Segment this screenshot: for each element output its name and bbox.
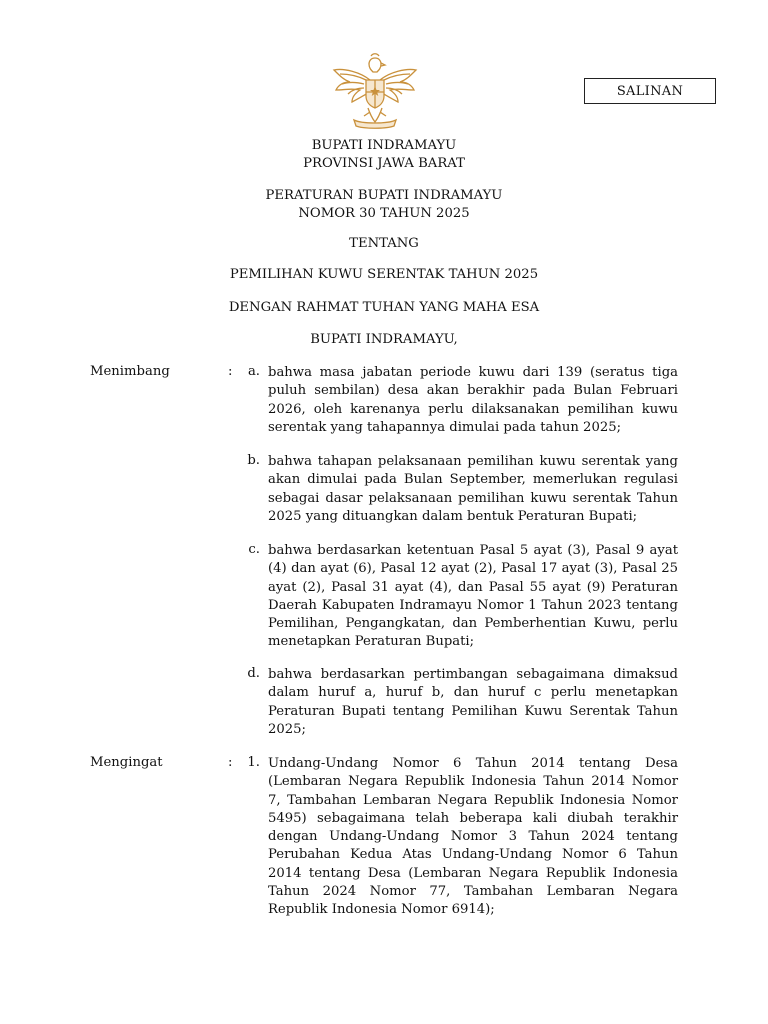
header-issuer: BUPATI INDRAMAYU [311, 138, 457, 153]
menimbang-item-c: bahwa berdasarkan ketentuan Pasal 5 ayat (3), Pasal 9 ayat (4) dan ayat (6), Pasal 12 ayat (2), Pasal 17 ayat (3), Pasal 25 ayat (2), Pasal 31 ayat (4), dan Pasal 55 ayat (9) Peraturan Daerah Kabupaten Indramayu Nomor 1 Tahun 2023 tentang Pemilihan, Pengangkatan, dan Pemberhentian Kuwu, perlu menetapkan Peraturan Bupati; [268, 543, 678, 650]
mengingat-item-1: Undang-Undang Nomor 6 Tahun 2014 tentang Desa (Lembaran Negara Republik Indonesia Tahun 2014 Nomor 7, Tambahan Lembaran Negara Republik Indonesia Nomor 5495) sebagaimana telah beberapa kali diubah terakhir dengan Undang-Undang Nomor 3 Tahun 2024 tentang Perubahan Kedua Atas Undang-Undang Nomor 6 Tahun 2014 tentang Desa (Lembaran Negara Republik Indonesia Tahun 2024 Nomor 77, Tambahan Lembaran Negara Republik Indonesia Nomor 6914); [268, 756, 678, 918]
mengingat-colon: : [228, 755, 233, 770]
menimbang-colon: : [228, 364, 233, 379]
menimbang-label: Menimbang [90, 364, 170, 379]
garuda-emblem-icon [330, 50, 420, 130]
copy-stamp: SALINAN [584, 78, 716, 104]
regulation-number: NOMOR 30 TAHUN 2025 [298, 206, 470, 221]
menimbang-marker-b: b. [247, 453, 260, 468]
menimbang-item-d: bahwa berdasarkan pertimbangan sebagaimana dimaksud dalam huruf a, huruf b, dan huruf c perlu menetapkan Peraturan Bupati tentang Pemilihan Kuwu Serentak Tahun 2025; [268, 667, 678, 737]
header-province: PROVINSI JAWA BARAT [303, 156, 465, 171]
menimbang-marker-a: a. [247, 364, 260, 379]
menimbang-item-b: bahwa tahapan pelaksanaan pemilihan kuwu serentak yang akan dimulai pada Bulan September, memerlukan regulasi sebagai dasar pelaksanaan pemilihan kuwu serentak Tahun 2025 yang dituangkan dalam bentuk Peraturan Bupati; [268, 454, 678, 524]
mengingat-marker-1: 1. [247, 755, 260, 770]
invocation: DENGAN RAHMAT TUHAN YANG MAHA ESA [228, 300, 540, 315]
menimbang-marker-c: c. [248, 542, 260, 557]
about-label: TENTANG [349, 236, 419, 251]
menimbang-item-a: bahwa masa jabatan periode kuwu dari 139 (seratus tiga puluh sembilan) desa akan berakhir pada Bulan Februari 2026, oleh karenanya perlu dilaksanakan pemilihan kuwu serentak yang tahapannya dimulai pada tahun 2025; [268, 365, 678, 435]
mengingat-label: Mengingat [90, 755, 163, 770]
menimbang-marker-d: d. [247, 666, 260, 681]
regulation-subject: PEMILIHAN KUWU SERENTAK TAHUN 2025 [229, 267, 539, 282]
regulation-title: PERATURAN BUPATI INDRAMAYU [265, 188, 503, 203]
issuer-heading: BUPATI INDRAMAYU, [310, 332, 458, 347]
